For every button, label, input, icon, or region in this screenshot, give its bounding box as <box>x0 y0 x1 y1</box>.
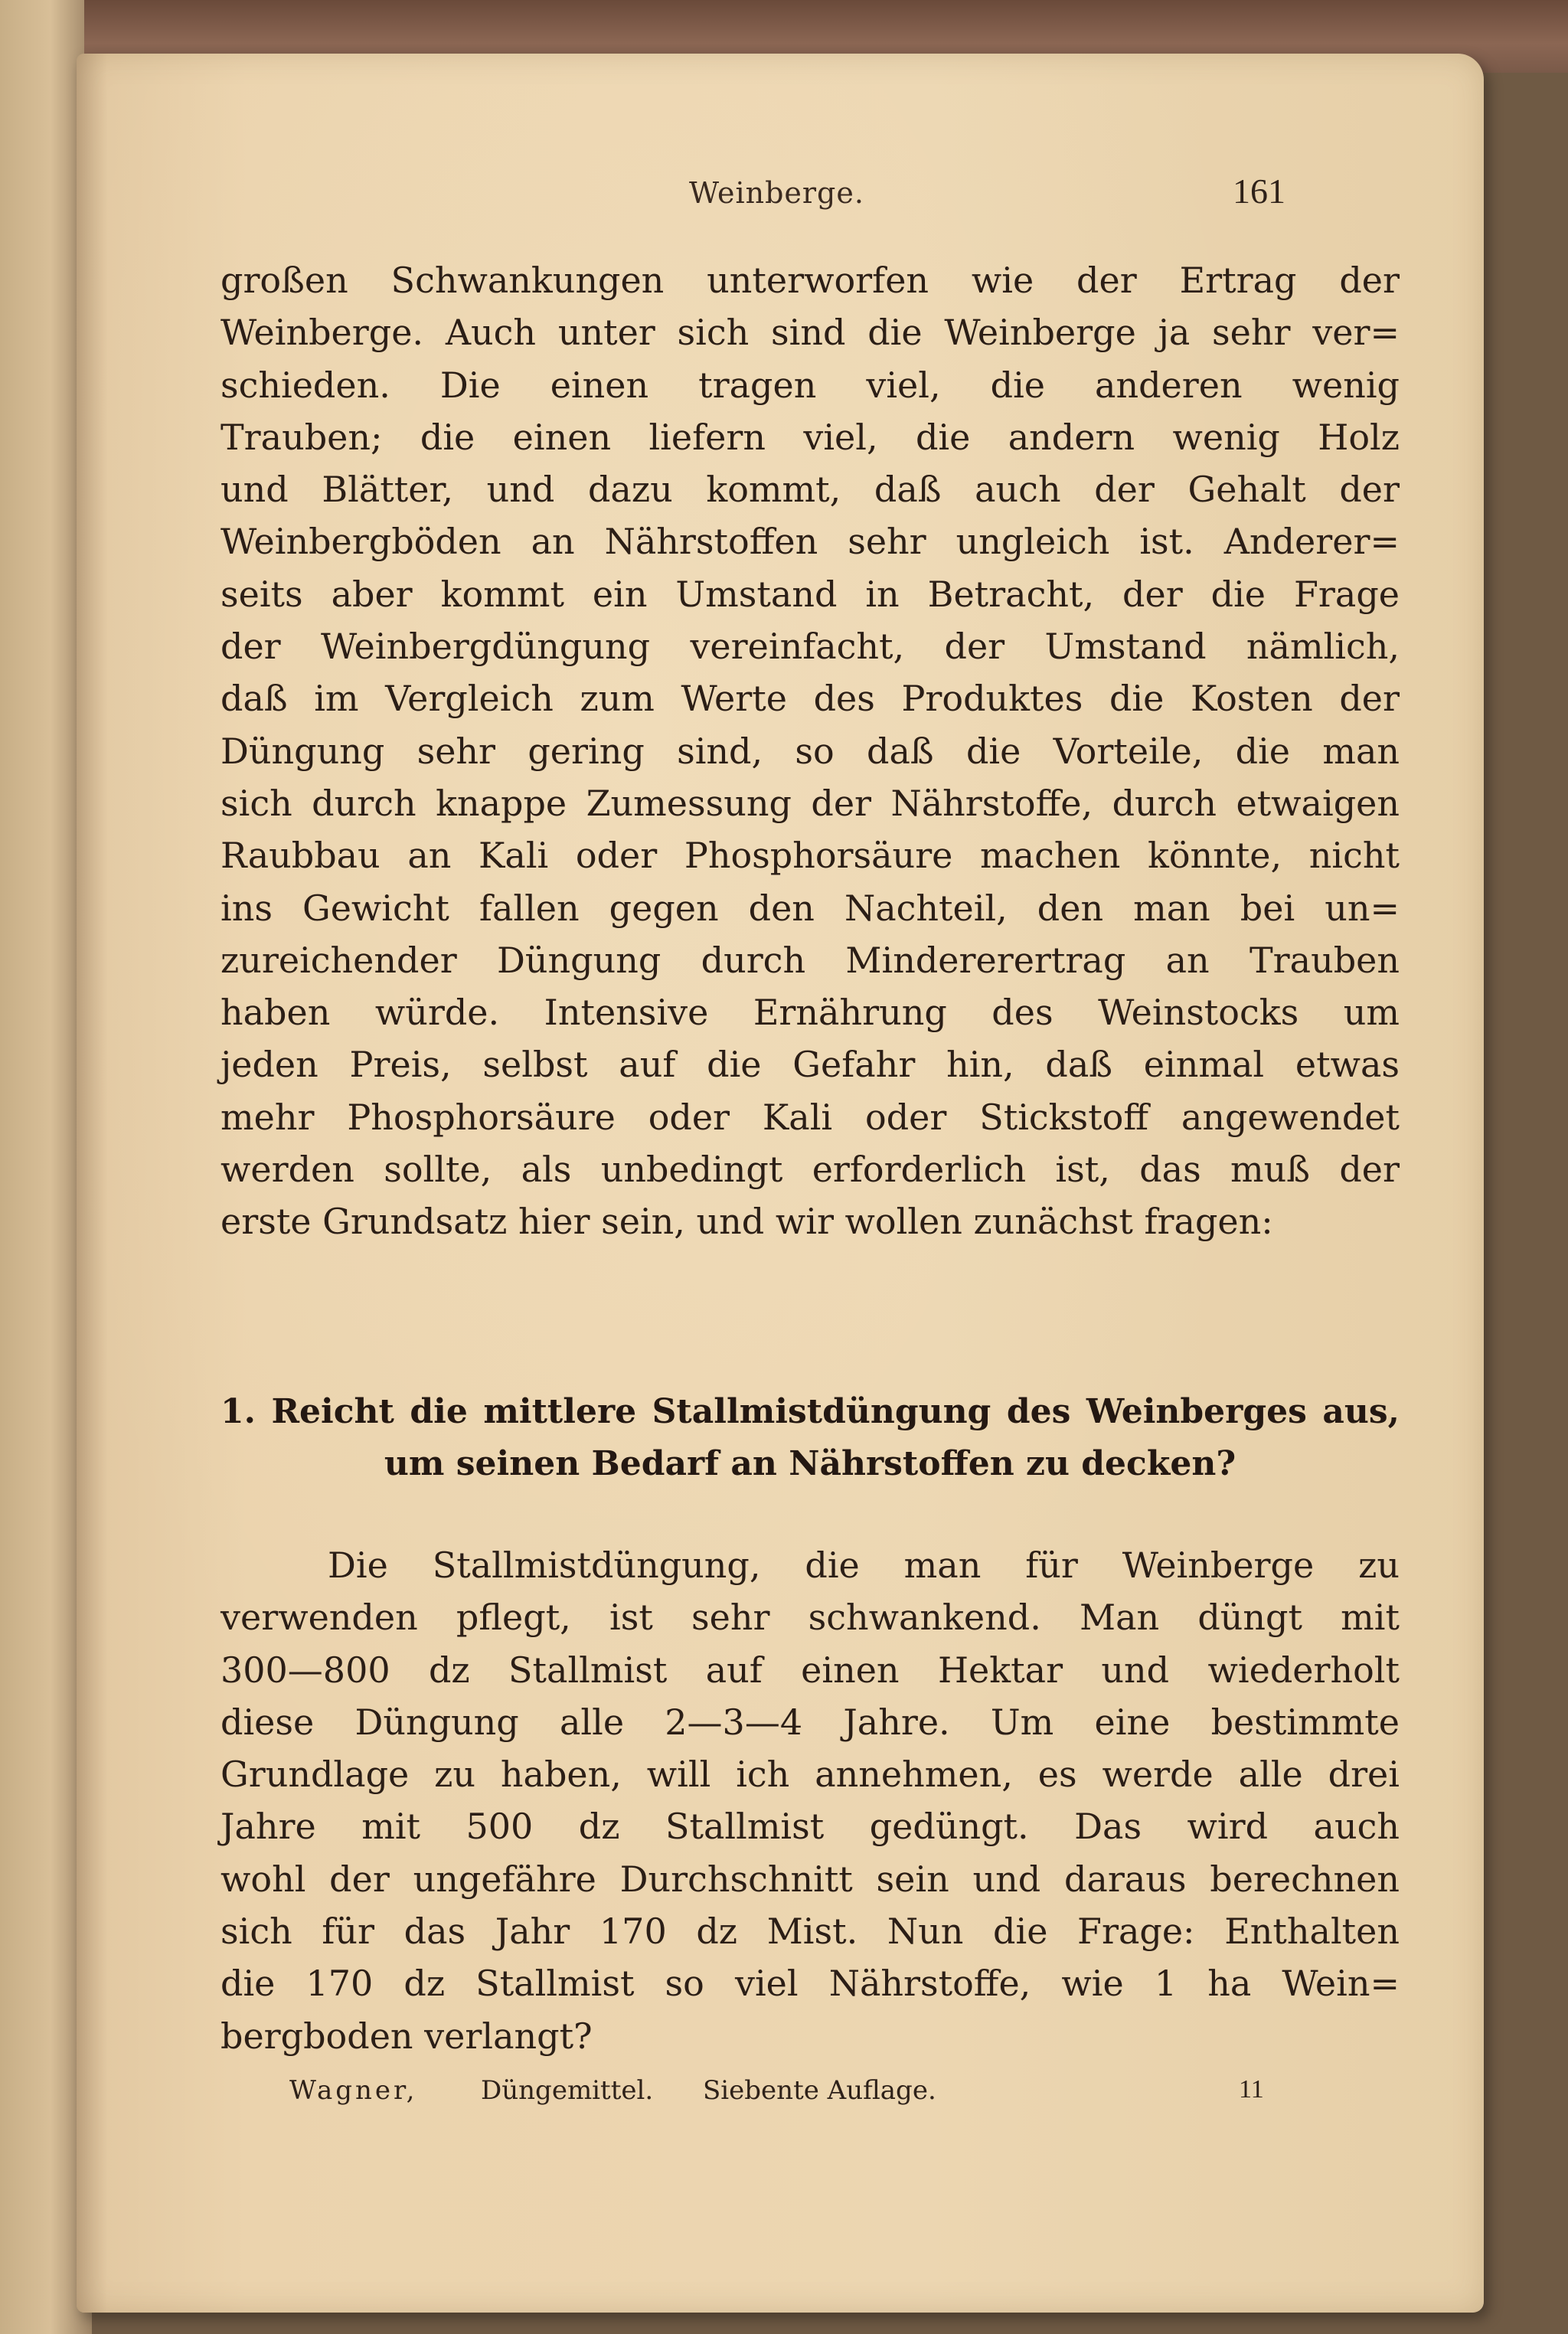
text-line: mehr Phosphorsäure oder Kali oder Stickstoff angewendet <box>220 1096 1400 1138</box>
text-line: daß im Vergleich zum Werte des Produktes die Kosten der <box>220 678 1400 720</box>
text-line: Trauben; die einen liefern viel, die andern wenig Holz <box>220 416 1400 458</box>
text-line: werden sollte, als unbedingt erforderlich ist, das muß der <box>220 1149 1400 1191</box>
page-number: 161 <box>1233 172 1285 211</box>
text-line: Raubbau an Kali oder Phosphorsäure machen könnte, nicht <box>220 835 1400 877</box>
text-line: 300—800 dz Stallmist auf einen Hektar und wiederholt <box>220 1649 1400 1691</box>
text-line: der Weinbergdüngung vereinfacht, der Umstand nämlich, <box>220 626 1400 668</box>
text-line: Jahre mit 500 dz Stallmist gedüngt. Das wird auch <box>220 1806 1400 1848</box>
text-line: Weinbergböden an Nährstoffen sehr ungleich ist. Anderer= <box>220 521 1400 563</box>
text-line: haben würde. Intensive Ernährung des Weinstocks um <box>220 992 1400 1034</box>
footer-title: Düngemittel. <box>481 2075 654 2106</box>
text-line: Grundlage zu haben, will ich annehmen, es werde alle drei <box>220 1754 1400 1796</box>
text-line: diese Düngung alle 2—3—4 Jahre. Um eine bestimmte <box>220 1701 1400 1743</box>
footer-signature: 11 <box>1239 2075 1264 2104</box>
text-line: verwenden pflegt, ist sehr schwankend. Man düngt mit <box>220 1597 1400 1639</box>
text-line: wohl der ungefähre Durchschnitt sein und daraus berechnen <box>220 1858 1400 1900</box>
paragraph-2 <box>220 1539 1400 2062</box>
text-line: großen Schwankungen unterworfen wie der Ertrag der <box>220 260 1400 301</box>
text-line: Düngung sehr gering sind, so daß die Vorteile, die man <box>220 730 1400 772</box>
footer-author: Wagner, <box>289 2075 418 2106</box>
text-line: schieden. Die einen tragen viel, die anderen wenig <box>220 364 1400 406</box>
paragraph-1 <box>220 254 1400 1248</box>
running-head: Weinberge. <box>689 176 864 210</box>
text-line: zureichender Düngung durch Mindererertrag an Trauben <box>220 939 1400 981</box>
text-line: und Blätter, und dazu kommt, daß auch der Gehalt der <box>220 469 1400 511</box>
book-page <box>77 54 1484 2313</box>
text-line: Die Stallmistdüngung, die man für Weinberge zu <box>328 1545 1400 1586</box>
text-line: bergboden verlangt? <box>220 2015 593 2057</box>
footer-edition: Siebente Auflage. <box>703 2075 936 2106</box>
section-heading-line-1: 1. Reicht die mittlere Stallmistdüngung des Weinberges aus, <box>220 1392 1400 1431</box>
text-line: jeden Preis, selbst auf die Gefahr hin, daß einmal etwas <box>220 1044 1400 1086</box>
text-line: erste Grundsatz hier sein, und wir wollen zunächst fragen: <box>220 1201 1273 1243</box>
footer-imprint <box>289 2075 1285 2121</box>
text-line: die 170 dz Stallmist so viel Nährstoffe, wie 1 ha Wein= <box>220 1963 1400 2005</box>
text-line: seits aber kommt ein Umstand in Betracht, der die Frage <box>220 573 1400 615</box>
text-line: ins Gewicht fallen gegen den Nachteil, den man bei un= <box>220 887 1400 929</box>
text-line: sich für das Jahr 170 dz Mist. Nun die Frage: Enthalten <box>220 1911 1400 1953</box>
text-line: sich durch knappe Zumessung der Nährstoffe, durch etwaigen <box>220 782 1400 824</box>
section-heading <box>220 1386 1400 1490</box>
text-line: Weinberge. Auch unter sich sind die Weinberge ja sehr ver= <box>220 312 1400 354</box>
section-heading-line-2: um seinen Bedarf an Nährstoffen zu decken? <box>384 1444 1236 1483</box>
